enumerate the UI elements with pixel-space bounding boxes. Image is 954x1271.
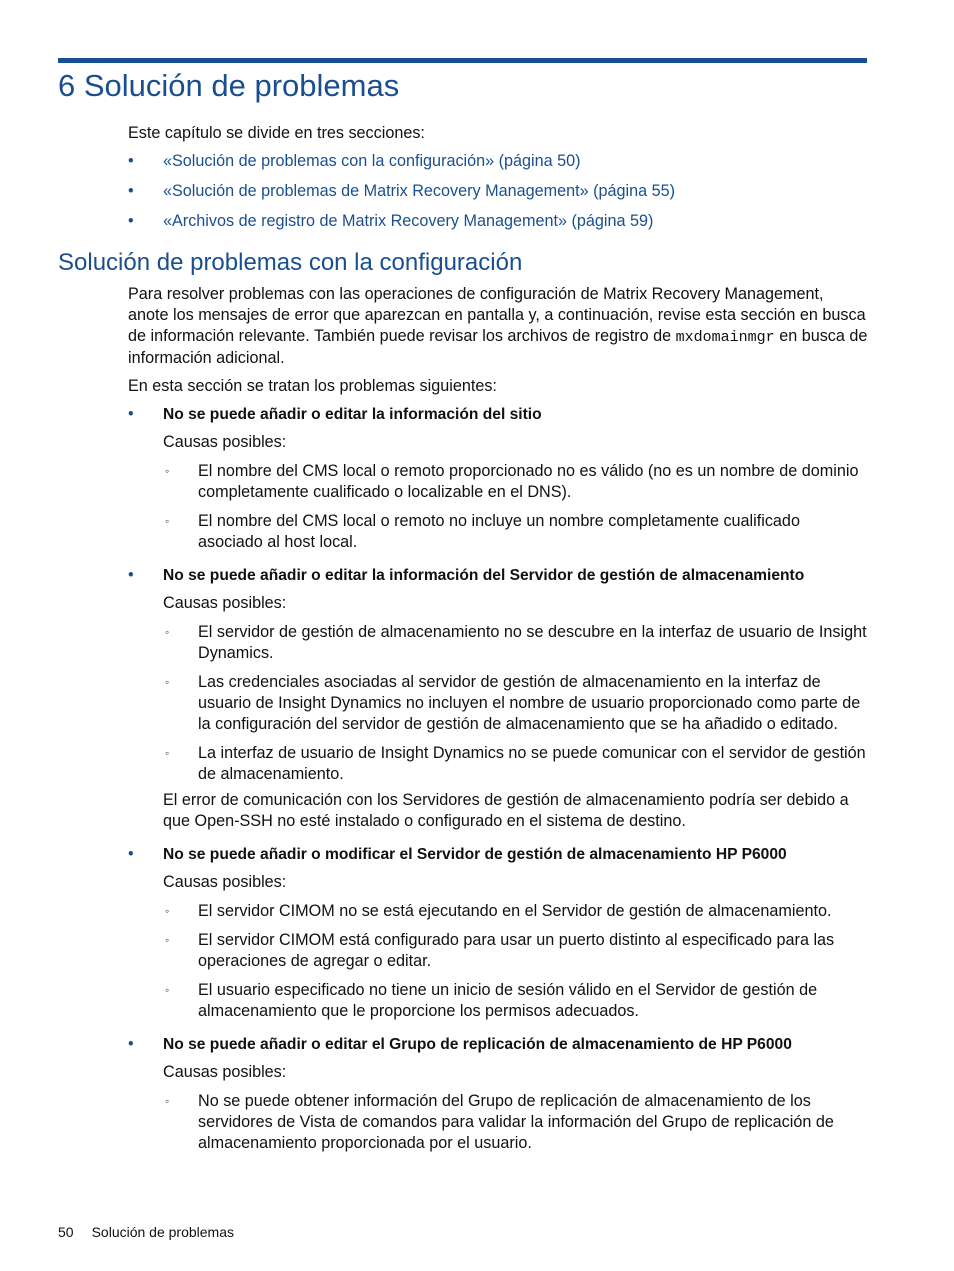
cause-text: No se puede obtener información del Grupo de replicación de almacenamiento de los servidores de Vista de comandos para validar la información del Grupo de replicación de almacenamiento proporcionada por el usuario. (198, 1092, 834, 1152)
intro-text: Este capítulo se divide en tres secciones: (128, 124, 425, 142)
cause-text: El servidor CIMOM no se está ejecutando en el Servidor de gestión de almacenamiento. (198, 902, 832, 920)
sub-bullet-icon: ◦ (165, 983, 170, 997)
cause-text: El nombre del CMS local o remoto proporcionado no es válido (no es un nombre de dominio completamente cualificado o localizable en el DNS). (198, 462, 859, 501)
sub-bullet-icon: ◦ (165, 933, 170, 947)
paragraph-text-after: en busca de información adicional. (128, 327, 868, 367)
causes-list (163, 901, 868, 1022)
section-content (128, 284, 868, 1166)
causes-list (163, 622, 868, 785)
cause-text: El usuario especificado no tiene un inicio de sesión válido en el Servidor de gestión de almacenamiento que le proporcione los permisos adecuados. (198, 981, 818, 1020)
bullet-icon: • (128, 1035, 134, 1053)
section-link-list (128, 151, 868, 241)
causes-label: Causas posibles: (163, 433, 287, 451)
causes-label: Causas posibles: (163, 1063, 287, 1081)
section-title: Solución de problemas con la configuración (58, 249, 523, 276)
issue-p6000-replication (128, 1034, 868, 1154)
cause-text: La interfaz de usuario de Insight Dynamics no se puede comunicar con el servidor de gestión de almacenamiento. (198, 744, 866, 783)
cause-item (163, 901, 868, 922)
page-number: 50 (58, 1224, 74, 1240)
cause-item (163, 511, 868, 553)
causes-list (163, 461, 868, 553)
causes-list (163, 1091, 868, 1154)
toc-link-registros[interactable]: «Archivos de registro de Matrix Recovery Management» (página 59) (163, 212, 654, 230)
cause-text: El servidor CIMOM está configurado para usar un puerto distinto al especificado para las operaciones de agregar o editar. (198, 931, 835, 970)
issue-title: No se puede añadir o editar el Grupo de replicación de almacenamiento de HP P6000 (163, 1036, 792, 1053)
bullet-icon: • (128, 845, 134, 863)
cause-item (163, 930, 868, 972)
toc-item (128, 181, 868, 211)
causes-label: Causas posibles: (163, 594, 287, 612)
issue-title: No se puede añadir o editar la información del Servidor de gestión de almacenamiento (163, 567, 805, 584)
cause-text: El servidor de gestión de almacenamiento no se descubre en la interfaz de usuario de Insight Dynamics. (198, 623, 867, 662)
page-footer (58, 1222, 234, 1242)
cause-item (163, 461, 868, 503)
cause-item (163, 1091, 868, 1154)
issue-note: El error de comunicación con los Servidores de gestión de almacenamiento podría ser debido a que Open-SSH no esté instalado o configurado en el sistema de destino. (163, 791, 849, 830)
paragraph-intro (128, 284, 868, 369)
cause-item (163, 743, 868, 785)
sub-bullet-icon: ◦ (165, 1094, 170, 1108)
chapter-title: 6 Solución de problemas (58, 68, 400, 103)
sub-bullet-icon: ◦ (165, 746, 170, 760)
issue-title: No se puede añadir o editar la información del sitio (163, 406, 542, 423)
issue-p6000-server (128, 844, 868, 1022)
cause-item (163, 980, 868, 1022)
bullet-icon: • (128, 566, 134, 584)
sub-bullet-icon: ◦ (165, 904, 170, 918)
toc-item (128, 151, 868, 181)
sub-bullet-icon: ◦ (165, 464, 170, 478)
footer-chapter: Solución de problemas (91, 1224, 234, 1240)
cause-item (163, 672, 868, 735)
paragraph-text: Para resolver problemas con las operaciones de configuración de Matrix Recovery Management, anote los mensajes de error que aparezcan en pantalla y, a continuación, revise esta sección en busca de información relevante. También puede revisar los archivos de registro de (128, 285, 866, 345)
chapter-rule (58, 58, 867, 63)
causes-label: Causas posibles: (163, 873, 287, 891)
sub-bullet-icon: ◦ (165, 675, 170, 689)
paragraph-problems: En esta sección se tratan los problemas siguientes: (128, 377, 497, 395)
cause-item (163, 622, 868, 664)
toc-link-configuracion[interactable]: «Solución de problemas con la configuración» (página 50) (163, 152, 581, 170)
toc-link-recovery[interactable]: «Solución de problemas de Matrix Recovery Management» (página 55) (163, 182, 675, 200)
bullet-icon: • (128, 405, 134, 423)
sub-bullet-icon: ◦ (165, 625, 170, 639)
issue-title: No se puede añadir o modificar el Servidor de gestión de almacenamiento HP P6000 (163, 846, 787, 863)
issue-site-info (128, 404, 868, 553)
issue-storage-server (128, 565, 868, 832)
cause-text: El nombre del CMS local o remoto no incluye un nombre completamente cualificado asociado al host local. (198, 512, 800, 551)
toc-item (128, 211, 868, 241)
sub-bullet-icon: ◦ (165, 514, 170, 528)
code-mxdomainmgr: mxdomainmgr (675, 329, 775, 346)
cause-text: Las credenciales asociadas al servidor de gestión de almacenamiento en la interfaz de usuario de Insight Dynamics no incluyen el nombre de usuario proporcionado como parte de la configuración del servidor de gestión de almacenamiento que se ha añadido o editado. (198, 673, 861, 733)
